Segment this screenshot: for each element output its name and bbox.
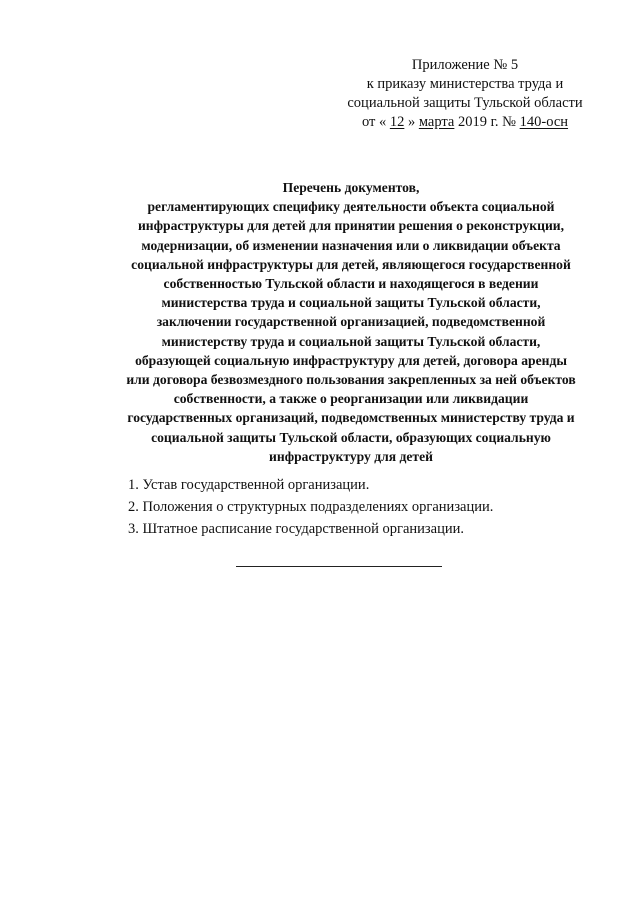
title-line: Перечень документов, (282, 180, 420, 195)
title-line: собственности, а также о реорганизации или ликвидации (173, 391, 529, 407)
title-line: государственных организаций, подведомственных министерству труда и (127, 410, 575, 426)
title-line: заключении государственной организацией, подведомственной (156, 314, 546, 330)
title-line: модернизации, об изменении назначения или о ликвидации объекта (141, 237, 561, 253)
title-line: социальной защиты Тульской области, образующих социальную (151, 429, 551, 445)
date-day: 12 (389, 114, 405, 130)
appendix-ministry: социальной защиты Тульской области (347, 95, 583, 111)
list-item: 1. Устав государственной организации. (128, 477, 370, 493)
closing-divider (236, 566, 442, 567)
appendix-number: Приложение № 5 (411, 57, 519, 73)
title-line: социальной инфраструктуры для детей, являющегося государственной (131, 256, 571, 272)
title-line: или договора безвозмездного пользования закрепленных за ней объектов (126, 372, 576, 388)
appendix-header (330, 56, 600, 132)
order-number: 140-осн (519, 114, 569, 130)
list-item: 3. Штатное расписание государственной организации. (128, 521, 464, 537)
title-line: собственностью Тульской области и находящегося в ведении (163, 276, 539, 292)
list-item: 2. Положения о структурных подразделениях организации. (128, 499, 494, 515)
title-line: инфраструктуру для детей (269, 448, 433, 464)
title-line: министерству труда и социальной защиты Тульской области, (161, 333, 541, 349)
appendix-date-line (330, 113, 600, 132)
title-line: инфраструктуры для детей для принятии решения о реконструкции, (137, 218, 565, 234)
document-title (96, 178, 606, 466)
date-year: 2019 г. № (458, 114, 517, 130)
appendix-order-ref: к приказу министерства труда и (366, 76, 564, 92)
title-line: образующей социальную инфраструктуру для детей, договора аренды (135, 352, 567, 368)
date-quote-close: » (407, 114, 416, 130)
documents-list (128, 474, 493, 540)
title-line: регламентирующих специфику деятельности объекта социальной (147, 199, 555, 215)
date-prefix: от « (361, 114, 387, 130)
title-line: министерства труда и социальной защиты Тульской области, (161, 295, 541, 311)
date-month: марта (418, 114, 455, 130)
